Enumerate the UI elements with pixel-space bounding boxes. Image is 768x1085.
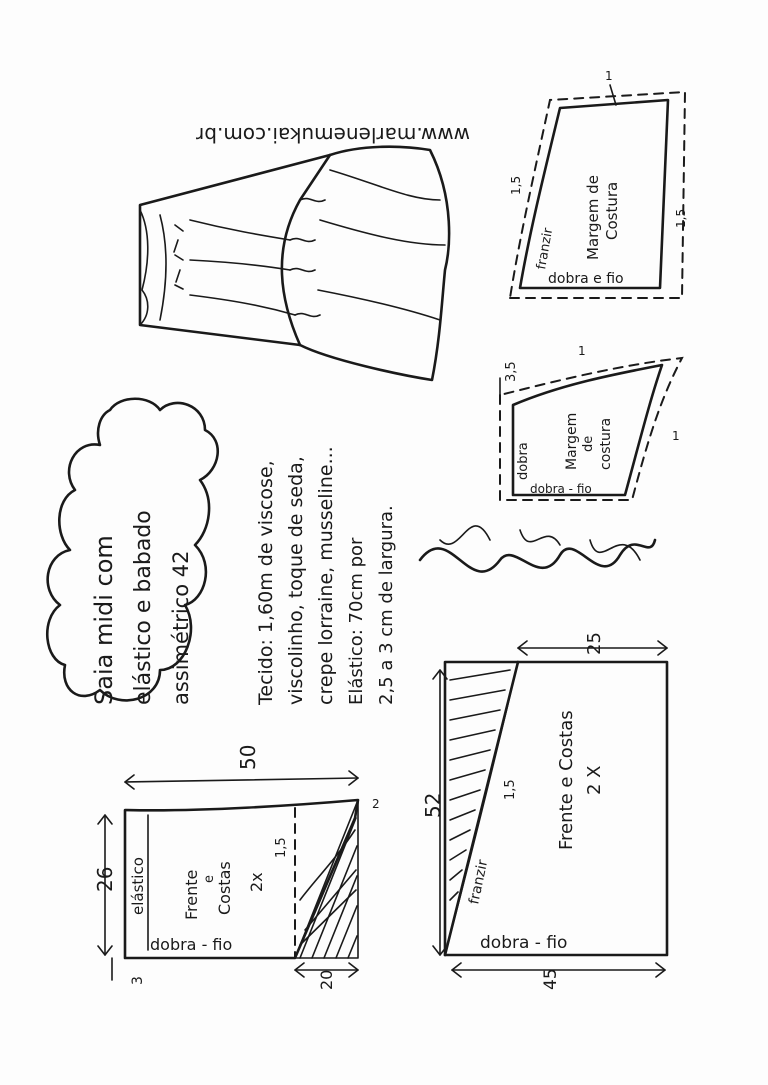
signature: [420, 526, 655, 572]
fabric-note-line4: Elástico: 70cm por: [346, 537, 367, 705]
seam-allowance-piece-large: [509, 69, 688, 298]
large-name-line2: Costura: [603, 181, 621, 240]
small-fold-label: dobra - fio: [530, 482, 592, 496]
ruffle-gather-label: franzir: [466, 858, 492, 906]
small-mark2-label: 1: [672, 429, 680, 443]
fabric-note-line2: viscolinho, toque de seda,: [285, 456, 307, 705]
large-name-line1: Margem de: [584, 175, 602, 260]
small-fold-side-label: dobra: [516, 442, 531, 480]
large-fold-label: dobra e fio: [548, 271, 624, 287]
skirt-illustration: [140, 147, 449, 380]
skirt-cut-width-label: 20: [317, 969, 336, 990]
skirt-corner-mark-label: 2: [372, 797, 380, 811]
small-name-line1: Margem: [564, 412, 580, 470]
small-name-line2: de: [581, 435, 596, 452]
skirt-name-line3: Costas: [215, 861, 234, 915]
title-line2: elástico e babado: [131, 510, 156, 705]
ruffle-count-label: 2 X: [584, 765, 605, 795]
skirt-hem-label: 3: [130, 976, 146, 985]
small-name-line3: costura: [598, 417, 614, 470]
skirt-pattern-piece: [93, 745, 380, 990]
title-cloud: [47, 399, 217, 705]
skirt-fold-label: dobra - fio: [150, 935, 233, 954]
seam-allowance-piece-small: [500, 344, 682, 500]
ruffle-cut-mark-label: 1,5: [503, 779, 518, 800]
large-allowance1-label: 1,5: [509, 175, 523, 195]
large-mark-label: 1: [605, 69, 613, 83]
ruffle-name-line1: Frente e Costas: [556, 710, 577, 850]
ruffle-fold-label: dobra - fio: [480, 933, 568, 953]
ruffle-pattern-piece: [421, 632, 667, 990]
ruffle-bottom-width-label: 45: [541, 968, 561, 990]
website-url: www.marlenemukai.com.br: [196, 123, 470, 147]
fabric-note-line3: crepe lorraine, musseline...: [315, 446, 337, 705]
skirt-count-label: 2x: [247, 872, 266, 892]
small-mark1-label: 1: [578, 344, 586, 358]
title-line3: assimétrico 42: [169, 550, 193, 705]
ruffle-top-width-label: 25: [584, 632, 605, 655]
small-allowance-label: 3,5: [504, 361, 519, 382]
fabric-note-line5: 2,5 a 3 cm de largura.: [376, 505, 397, 705]
large-allowance2-label: 1,5: [674, 208, 688, 228]
large-gather-label: franzir: [534, 226, 557, 271]
skirt-elastic-label: elástico: [129, 857, 147, 915]
skirt-cut-mark-label: 1,5: [274, 837, 289, 858]
skirt-width-label: 50: [236, 744, 260, 770]
fabric-note-line1: Tecido: 1,60m de viscose,: [255, 460, 277, 705]
skirt-name-line1: Frente: [182, 869, 201, 920]
fabric-notes: [255, 446, 397, 706]
skirt-name-line2: e: [202, 875, 217, 883]
ruffle-height-label: 52: [421, 792, 445, 818]
title-line1: Saia midi com: [90, 535, 118, 705]
skirt-height-label: 26: [93, 866, 117, 892]
